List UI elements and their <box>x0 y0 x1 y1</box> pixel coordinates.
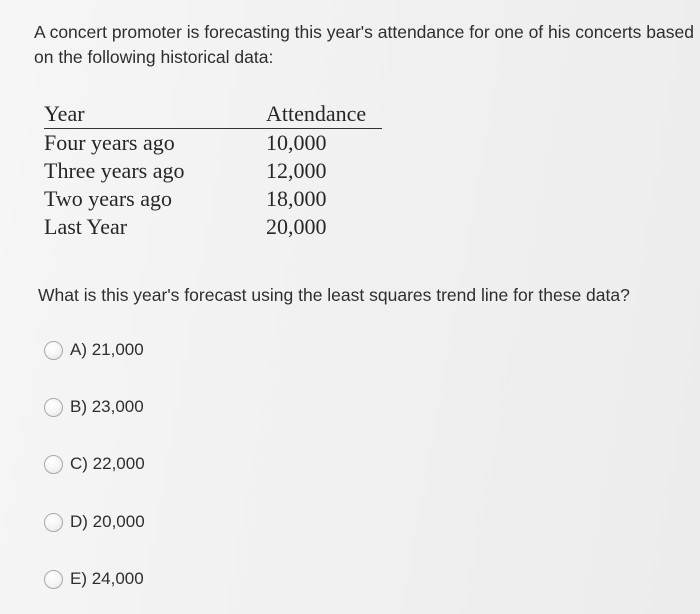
table-cell-attendance: 20,000 <box>266 214 327 239</box>
option-label-a: A) 21,000 <box>70 340 144 359</box>
option-label-e: E) 24,000 <box>70 569 144 588</box>
table-cell-year: Two years ago <box>44 186 172 211</box>
radio-button-c[interactable] <box>44 455 63 474</box>
question-text: A concert promoter is forecasting this year's attendance for one of his concerts based on the following historical data: <box>34 22 694 67</box>
table-row <box>44 157 382 185</box>
table-cell-year: Last Year <box>44 214 128 239</box>
table-header-attendance: Attendance <box>266 101 367 126</box>
option-a[interactable] <box>44 340 144 360</box>
historical-data-table <box>44 100 382 241</box>
option-label-b: B) 23,000 <box>70 397 144 416</box>
table-header-year: Year <box>44 101 85 126</box>
table-cell-attendance: 18,000 <box>266 186 327 211</box>
option-label-c: C) 22,000 <box>70 454 145 473</box>
radio-button-d[interactable] <box>44 513 63 532</box>
table-cell-year: Four years ago <box>44 130 175 155</box>
option-e[interactable] <box>44 569 144 589</box>
table-header-row <box>44 100 382 129</box>
table-row <box>44 185 382 213</box>
radio-button-b[interactable] <box>44 398 63 417</box>
option-b[interactable] <box>44 397 144 417</box>
table-cell-attendance: 10,000 <box>266 130 327 155</box>
option-d[interactable] <box>44 512 145 532</box>
option-label-d: D) 20,000 <box>70 512 145 531</box>
radio-button-e[interactable] <box>44 570 63 589</box>
radio-button-a[interactable] <box>44 341 63 360</box>
table-cell-attendance: 12,000 <box>266 158 327 183</box>
table-cell-year: Three years ago <box>44 158 185 183</box>
prompt-text: What is this year's forecast using the least squares trend line for these data? <box>38 285 630 305</box>
table-row <box>44 213 382 241</box>
option-c[interactable] <box>44 454 145 474</box>
table-row <box>44 129 382 158</box>
